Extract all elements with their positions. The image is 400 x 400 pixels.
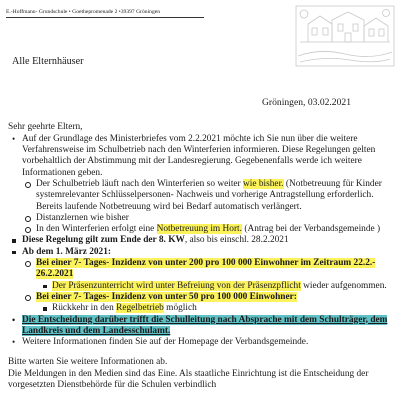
sub-bullet-distanzlernen (8, 213, 392, 224)
case-bullet-50 (8, 292, 392, 303)
rule1-bold: Diese Regelung gilt zum Ende der 8. KW (22, 235, 185, 246)
letter-date: Gröningen, 03.02.2021 (262, 97, 351, 108)
decision-bullet (8, 315, 392, 338)
sub2-text: Distanzlernen wie bisher (36, 212, 129, 223)
sub3-text-rest: (Antrag bei der Verbandsgemeinde ) (242, 224, 381, 235)
more-info-bullet (8, 337, 392, 348)
recipient: Alle Elternhäuser (12, 56, 84, 67)
decision-text: Die Entscheidung darüber trifft die Schulleitung nach Absprache mit dem Schulträger, dem Landkreis und dem Landesschulamt. (22, 314, 388, 336)
sub3-text: In den Winterferien erfolgt eine (36, 224, 157, 235)
case1-detail-rest: wieder aufgenommen. (300, 280, 387, 291)
sub1-text: Der Schulbetrieb läuft nach den Winterferien so weiter (36, 178, 244, 189)
sub-bullet-schoolbetrieb (8, 179, 392, 213)
closing-line-2: Die Meldungen in den Medien sind das Eine. Als staatliche Einrichtung ist die Entscheidung der vorgesetzten Dienstbehörde für die Schulen verbindlich (8, 368, 369, 391)
case1-text: Bei einer 7- Tages- Inzidenz von unter 200 pro 100 000 Einwohner im Zeitraum 22.2.- 26.2.2021 (36, 258, 376, 280)
case1-detail-bullet (8, 281, 392, 292)
rule2-text: Ab dem 1. März 2021: (22, 246, 112, 257)
sub-bullet-hort (8, 224, 392, 235)
sub1-text-rest: (Notbetreuung für Kinder systemrelevanter Schlüsselpersonen- Nachweis und vorherige Antragstellung erforderlich. Bereits laufende Notbetreuung wird bei Bedarf automatisch verlängert. (36, 178, 382, 212)
more-info-text: Weitere Informationen finden Sie auf der Homepage der Verbandsgemeinde. (22, 337, 309, 348)
salutation: Sehr geehrte Eltern, (8, 122, 83, 132)
intro-bullet (8, 134, 392, 179)
case2-detail-bullet (8, 303, 392, 314)
case-bullet-200 (8, 258, 392, 281)
intro-text: Auf der Grundlage des Ministerbriefes vom 2.2.2021 möchte ich Sie nun über die weitere Verfahrensweise im Schulbetrieb nach den Winterferien informieren. Diese Regelungen gelten vorbehaltlich der Abstimmung mit der Landesregierung. Gegebenenfalls werde ich weitere Informationen geben. (22, 133, 376, 178)
rule-bullet-kw8 (8, 235, 392, 246)
case1-detail-highlight: Der Präsenzunterricht wird unter Befreiung von der Präsenzpflicht (52, 280, 301, 291)
school-address-header: E.-Hoffmann- Grundschule • Goethepromenade 2 •39397 Gröningen (6, 9, 161, 15)
case2-text: Bei einer 7- Tages- Inzidenz von unter 50 pro 100 000 Einwohner: (36, 291, 297, 302)
letter-body (8, 122, 392, 391)
closing-line-1: Bitte warten Sie weitere Informationen ab. (8, 357, 168, 368)
sub3-highlight: Notbetreuung im Hort. (156, 224, 242, 235)
rule-bullet-maerz (8, 247, 392, 258)
school-building-stamp-icon (290, 2, 400, 70)
case2-detail-text: Rückkehr in den (52, 303, 117, 314)
sub1-highlight: wie bisher. (243, 178, 284, 189)
case2-detail-highlight: Regelbetrieb (116, 303, 164, 314)
rule1-rest: , also bis einschl. 28.2.2021 (184, 235, 289, 246)
header-rule (6, 17, 204, 18)
case2-detail-rest: möglich (163, 303, 197, 314)
closing-section (8, 357, 392, 391)
